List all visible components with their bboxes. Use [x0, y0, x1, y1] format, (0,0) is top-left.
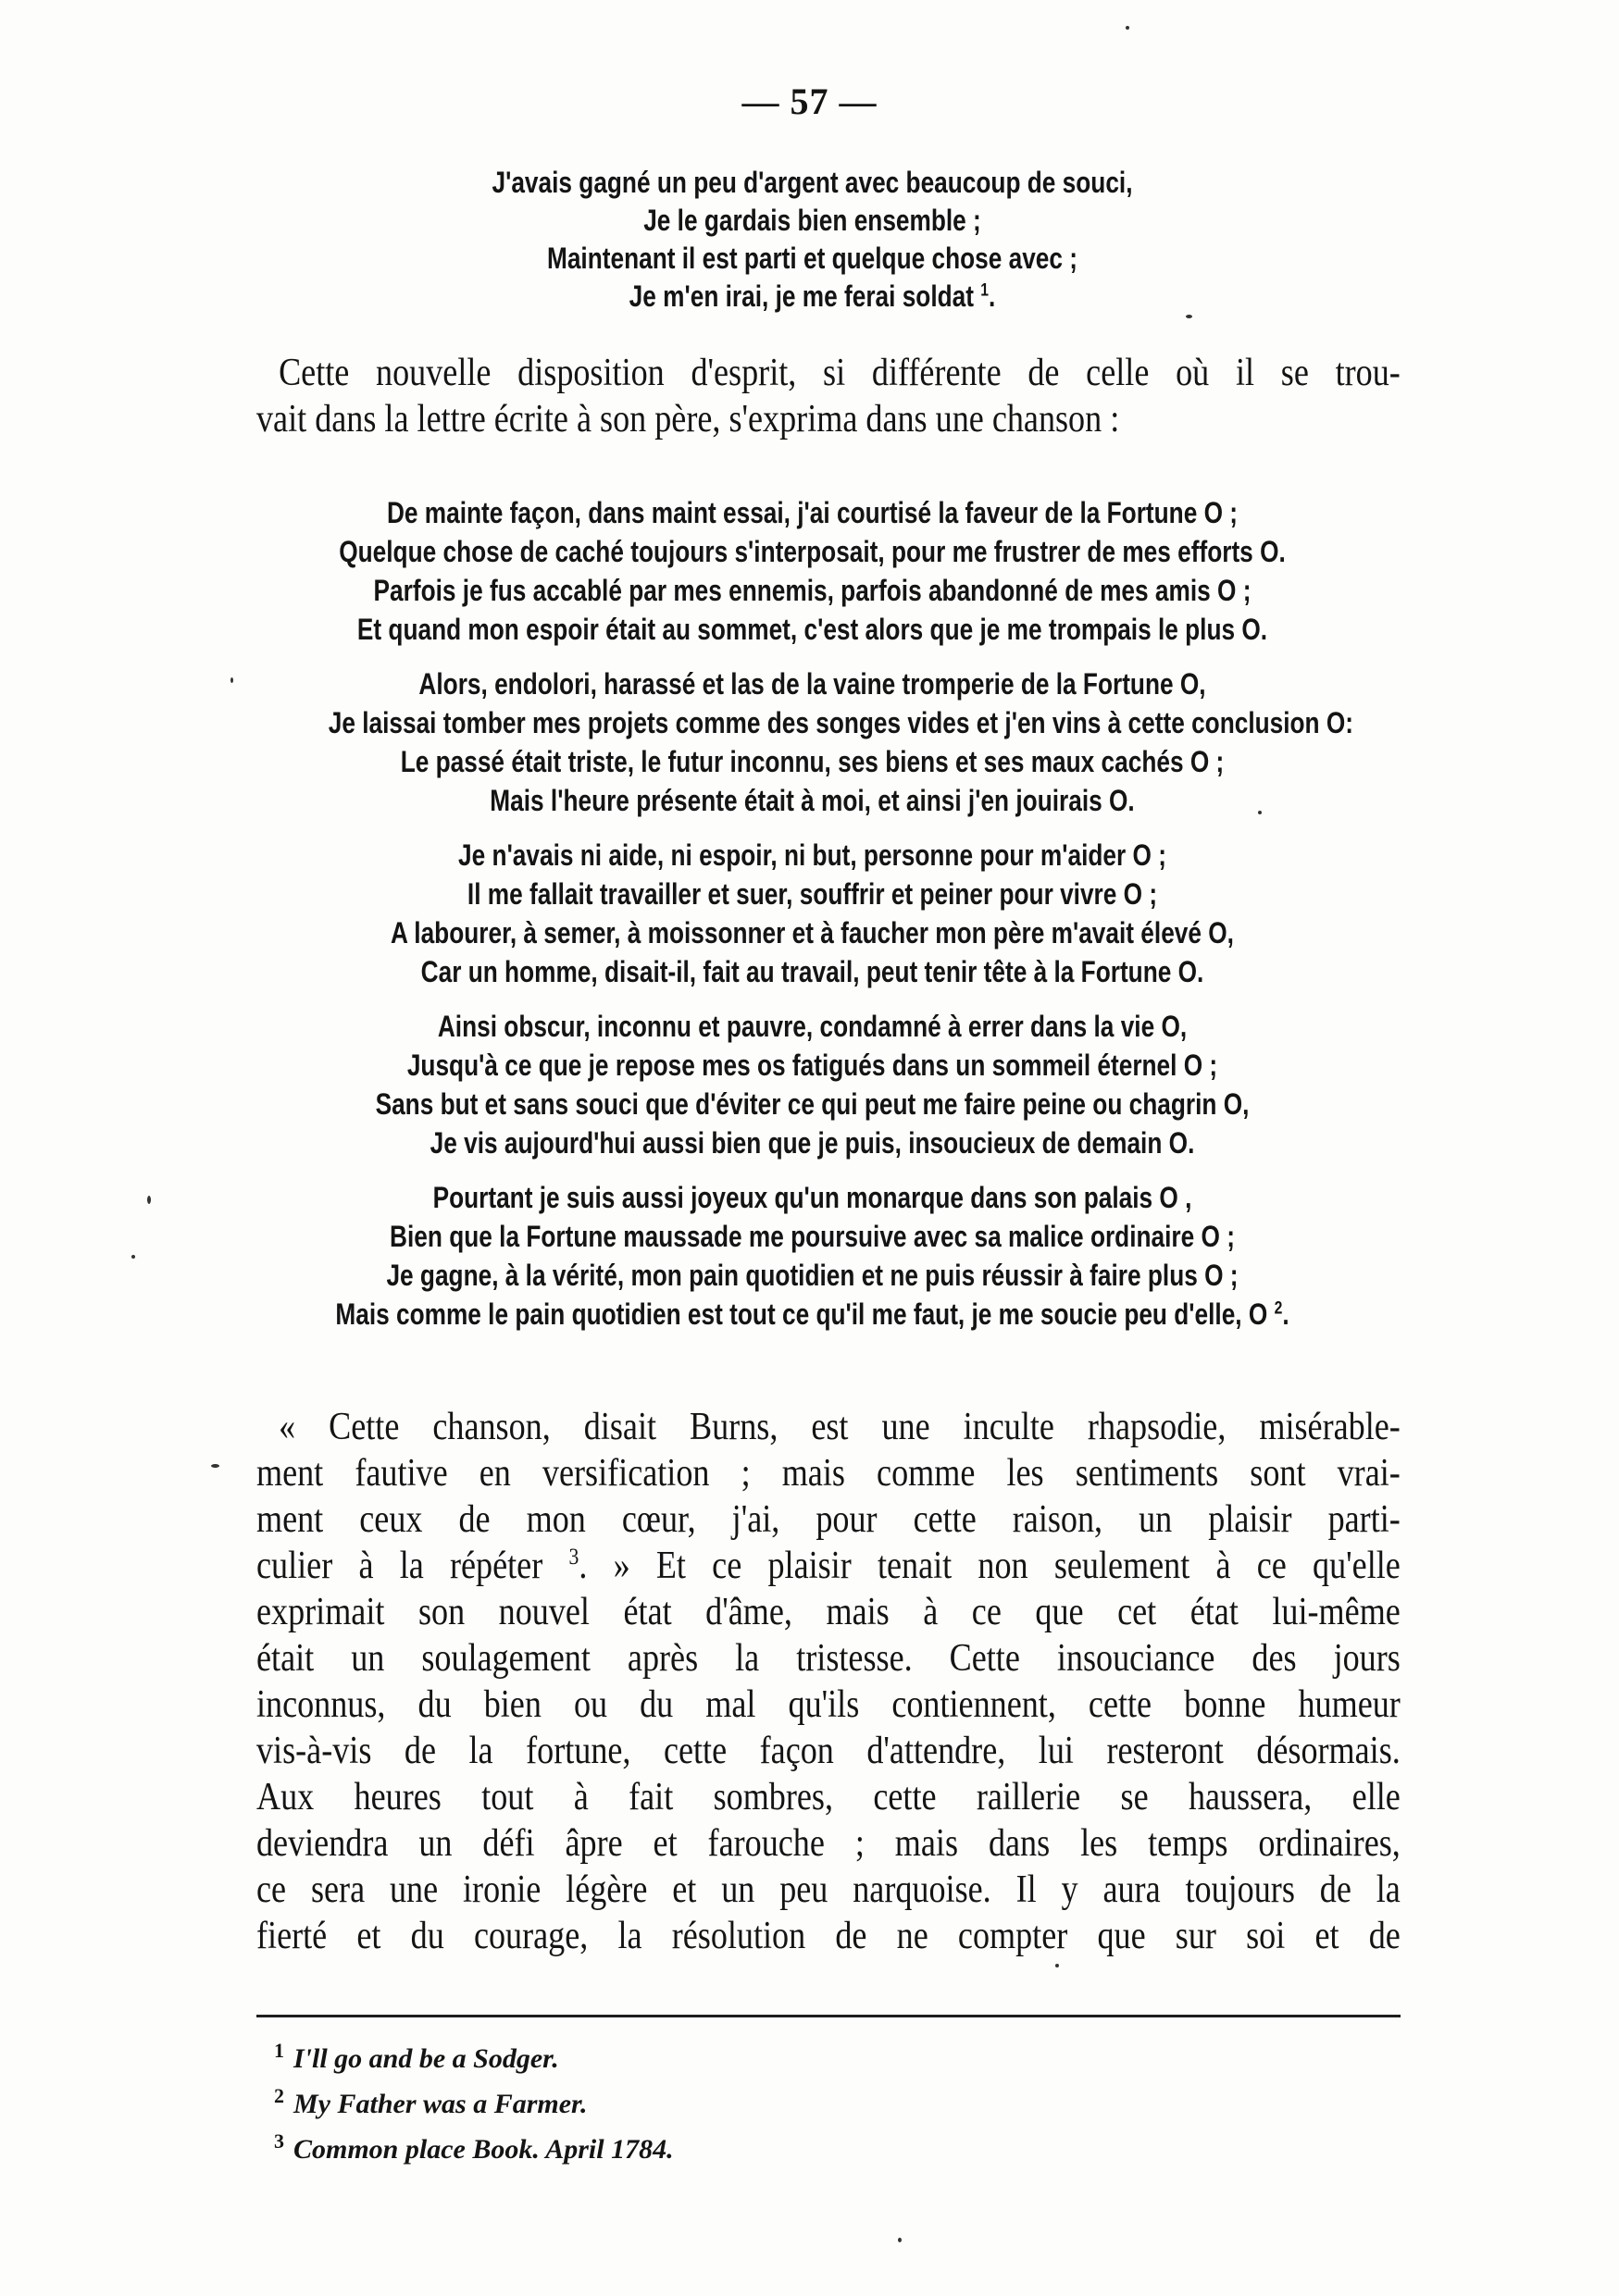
footnote-text: My Father was a Farmer.	[293, 2089, 588, 2119]
verse-line: Jusqu'à ce que je repose mes os fatigués dans un sommeil éternel O ;	[406, 1049, 1218, 1082]
verse-line: Quelque chose de caché toujours s'interposait, pour me frustrer de mes efforts O.	[339, 535, 1286, 568]
paragraph-line: ment ceux de mon cœur, j'ai, pour cette raison, un plaisir parti-	[256, 1498, 1401, 1541]
verse-line: Mais l'heure présente était à moi, et ainsi j'en jouirais O.	[490, 784, 1135, 817]
verse-line: Le passé était triste, le futur inconnu, ses biens et ses maux cachés O ;	[400, 745, 1225, 778]
song-stanza	[222, 1007, 1402, 1162]
footnote-text: Common place Book. April 1784.	[293, 2134, 674, 2165]
intro-stanza	[222, 164, 1402, 316]
verse-line: Car un homme, disait-il, fait au travail, peut tenir tête à la Fortune O.	[420, 955, 1204, 988]
print-speck	[1258, 811, 1262, 814]
print-speck	[131, 1255, 135, 1259]
verse-line: De mainte façon, dans maint essai, j'ai courtisé la faveur de la Fortune O ;	[386, 496, 1239, 529]
song-stanza	[222, 836, 1402, 991]
paragraph-line: vait dans la lettre écrite à son père, s'exprima dans une chanson :	[256, 398, 1120, 441]
footnote	[274, 2078, 1292, 2123]
print-speck	[1055, 1964, 1059, 1967]
verse-line: Bien que la Fortune maussade me poursuive avec sa malice ordinaire O ;	[390, 1220, 1235, 1253]
verse-end: .	[989, 279, 996, 313]
verse-line: Maintenant il est parti et quelque chose avec ;	[546, 242, 1078, 275]
verse-line	[329, 278, 1297, 316]
page-number: — 57 —	[741, 81, 878, 122]
verse-line: A labourer, à semer, à moissonner et à faucher mon père m'avait élevé O,	[391, 916, 1234, 949]
paragraph-line: ment fautive en versification ; mais comme les sentiments sont vrai-	[256, 1452, 1401, 1495]
footnote-separator	[256, 2015, 1401, 2017]
footnote-number: 3	[274, 2129, 284, 2153]
paragraph-text: culier à la répéter	[256, 1545, 543, 1587]
song-stanza	[222, 493, 1402, 649]
paragraph-line	[256, 1543, 1401, 1589]
verse-line: Sans but et sans souci que d'éviter ce qui peut me faire peine ou chagrin O,	[375, 1087, 1250, 1121]
footnote	[274, 2123, 1292, 2168]
paragraph-line: ce sera une ironie légère et un peu narquoise. Il y aura toujours de la	[256, 1868, 1401, 1911]
song-stanza	[222, 1178, 1402, 1334]
paragraph-text: . » Et ce plaisir tenait non seulement à ce qu'elle	[579, 1545, 1401, 1587]
verse-end: .	[1282, 1297, 1289, 1331]
paragraph-line: exprimait son nouvel état d'âme, mais à ce que cet état lui-même	[256, 1591, 1401, 1633]
footnotes	[274, 2032, 1292, 2168]
song-stanza	[222, 664, 1402, 820]
print-speck	[230, 677, 233, 683]
print-speck	[1126, 26, 1129, 30]
verse-line: Je gagne, à la vérité, mon pain quotidien et ne puis réussir à faire plus O ;	[386, 1259, 1239, 1292]
verse-line: Et quand mon espoir était au sommet, c'est alors que je me trompais le plus O.	[356, 613, 1268, 646]
verse-line: Pourtant je suis aussi joyeux qu'un monarque dans son palais O ,	[432, 1181, 1192, 1214]
verse-line: Je le gardais bien ensemble ;	[643, 204, 981, 237]
verse-line: Je n'avais ni aide, ni espoir, ni but, personne pour m'aider O ;	[458, 838, 1166, 872]
verse-line: Ainsi obscur, inconnu et pauvre, condamné à errer dans la vie O,	[437, 1010, 1188, 1043]
paragraph-line: était un soulagement après la tristesse. Cette insouciance des jours	[256, 1637, 1401, 1680]
verse-line: Alors, endolori, harassé et las de la vaine tromperie de la Fortune O,	[418, 667, 1206, 701]
verse-line: Je vis aujourd'hui aussi bien que je puis, insoucieux de demain O.	[430, 1126, 1195, 1160]
paragraph-line: inconnus, du bien ou du mal qu'ils contiennent, cette bonne humeur	[256, 1683, 1401, 1726]
print-speck	[147, 1196, 151, 1204]
verse-line	[329, 1295, 1297, 1334]
verse-line: Parfois je fus accablé par mes ennemis, parfois abandonné de mes amis O ;	[373, 574, 1252, 607]
footnote-number: 2	[274, 2084, 284, 2107]
paragraph-line: vis-à-vis de la fortune, cette façon d'attendre, lui resteront désormais.	[256, 1730, 1401, 1772]
print-speck	[1186, 315, 1192, 318]
verse-text: Je m'en irai, je me ferai soldat	[629, 279, 974, 313]
footnote-ref[interactable]: 3	[568, 1545, 579, 1570]
footnote-ref[interactable]: 1	[980, 280, 990, 301]
paragraph-commentary	[256, 1404, 1401, 1959]
paragraph-line: Cette nouvelle disposition d'esprit, si différente de celle où il se trou-	[279, 352, 1401, 394]
paragraph-line: Aux heures tout à fait sombres, cette raillerie se haussera, elle	[256, 1776, 1401, 1818]
print-speck	[898, 2238, 902, 2242]
footnote-ref[interactable]: 2	[1274, 1298, 1283, 1319]
print-speck	[211, 1464, 219, 1468]
verse-text: Mais comme le pain quotidien est tout ce qu'il me faut, je me soucie peu d'elle, O	[335, 1297, 1268, 1331]
footnote-text: I'll go and be a Sodger.	[293, 2043, 559, 2074]
verse-line: Il me fallait travailler et suer, souffrir et peiner pour vivre O ;	[467, 877, 1158, 911]
verse-line: J'avais gagné un peu d'argent avec beaucoup de souci,	[492, 166, 1133, 199]
paragraph-line: deviendra un défi âpre et farouche ; mais dans les temps ordinaires,	[256, 1822, 1401, 1865]
paragraph-intro	[256, 350, 1401, 442]
verse-line: Je laissai tomber mes projets comme des songes vides et j'en vins à cette conclusion O:	[328, 706, 1354, 739]
footnote-number: 1	[274, 2039, 284, 2062]
paragraph-line: fierté et du courage, la résolution de ne compter que sur soi et de	[256, 1915, 1401, 1957]
footnote	[274, 2032, 1292, 2078]
paragraph-line: « Cette chanson, disait Burns, est une inculte rhapsodie, misérable-	[279, 1406, 1401, 1448]
